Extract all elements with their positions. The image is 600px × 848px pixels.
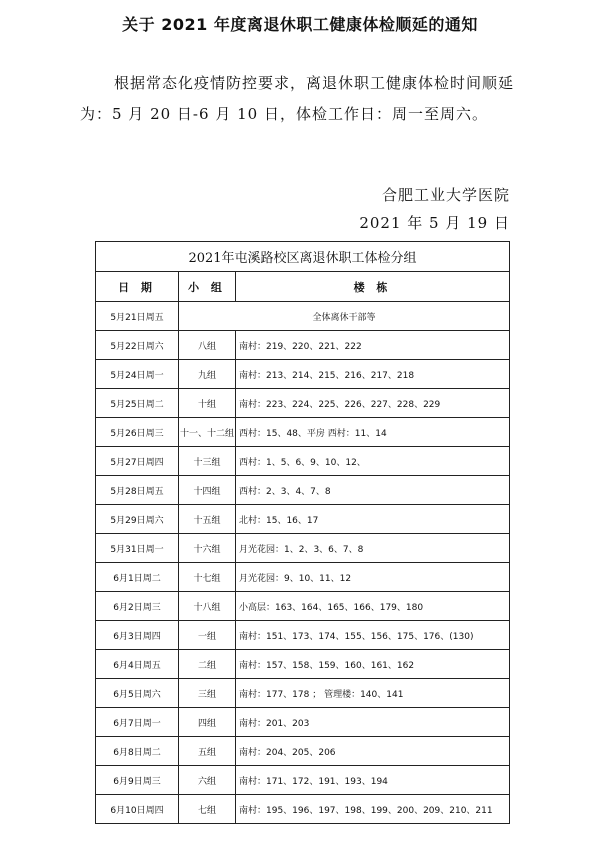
table-row (96, 331, 510, 360)
cell-building: 南村：219、220、221、222 (236, 331, 510, 360)
cell-date: 6月9日周三 (96, 766, 179, 795)
cell-date: 5月21日周五 (96, 302, 179, 331)
cell-group: 九组 (179, 360, 236, 389)
cell-building: 南村：171、172、191、193、194 (236, 766, 510, 795)
cell-building: 月光花园：1、2、3、6、7、8 (236, 534, 510, 563)
cell-group: 十六组 (179, 534, 236, 563)
header-group: 小 组 (179, 272, 236, 302)
table-row (96, 447, 510, 476)
cell-group: 八组 (179, 331, 236, 360)
cell-group: 六组 (179, 766, 236, 795)
cell-date: 5月27日周四 (96, 447, 179, 476)
cell-date: 6月3日周四 (96, 621, 179, 650)
table-row (96, 534, 510, 563)
cell-date: 5月22日周六 (96, 331, 179, 360)
notice-title: 关于 2021 年度离退休职工健康体检顺延的通知 (122, 15, 478, 34)
table-row (96, 563, 510, 592)
cell-date: 5月28日周五 (96, 476, 179, 505)
table-row (96, 360, 510, 389)
signature-date: 2021 年 5 月 19 日 (359, 214, 510, 232)
cell-group: 四组 (179, 708, 236, 737)
cell-date: 5月26日周三 (96, 418, 179, 447)
table-row (96, 795, 510, 824)
cell-group: 十组 (179, 389, 236, 418)
cell-date: 6月10日周四 (96, 795, 179, 824)
cell-building: 南村：157、158、159、160、161、162 (236, 650, 510, 679)
table-row (96, 737, 510, 766)
cell-group: 十一、十二组 (179, 418, 236, 447)
cell-group: 二组 (179, 650, 236, 679)
table-row (96, 592, 510, 621)
table-row (96, 389, 510, 418)
signature-organization: 合肥工业大学医院 (381, 186, 510, 204)
cell-date: 5月24日周一 (96, 360, 179, 389)
table-row (96, 650, 510, 679)
table-row (96, 679, 510, 708)
cell-building: 月光花园：9、10、11、12 (236, 563, 510, 592)
paragraph-text: 根据常态化疫情防控要求，离退休职工健康体检时间顺延为：5 月 20 日-6 月 10 日，体检工作日：周一至周六。 (80, 74, 515, 123)
notice-paragraph (80, 68, 530, 130)
cell-building: 西村：15、48、平房 西村：11、14 (236, 418, 510, 447)
cell-building: 南村：177、178 ； 管理楼：140、141 (236, 679, 510, 708)
schedule-table (95, 241, 510, 824)
cell-group: 十五组 (179, 505, 236, 534)
cell-date: 6月5日周六 (96, 679, 179, 708)
cell-date: 5月25日周二 (96, 389, 179, 418)
cell-group: 十七组 (179, 563, 236, 592)
cell-date: 6月7日周一 (96, 708, 179, 737)
cell-note: 全体离休干部等 (179, 302, 510, 331)
header-building: 楼 栋 (236, 272, 510, 302)
table-caption-row (96, 242, 510, 272)
table-caption: 2021年屯溪路校区离退休职工体检分组 (96, 242, 510, 272)
cell-date: 6月1日周二 (96, 563, 179, 592)
cell-group: 五组 (179, 737, 236, 766)
cell-group: 十八组 (179, 592, 236, 621)
table-row (96, 505, 510, 534)
cell-building: 西村：2、3、4、7、8 (236, 476, 510, 505)
cell-date: 6月2日周三 (96, 592, 179, 621)
cell-group: 十三组 (179, 447, 236, 476)
table-row (96, 708, 510, 737)
table-row (96, 418, 510, 447)
cell-date: 5月29日周六 (96, 505, 179, 534)
cell-building: 西村：1、5、6、9、10、12、 (236, 447, 510, 476)
table-row (96, 766, 510, 795)
table-header-row (96, 272, 510, 302)
cell-building: 北村：15、16、17 (236, 505, 510, 534)
cell-group: 十四组 (179, 476, 236, 505)
cell-group: 七组 (179, 795, 236, 824)
cell-building: 南村：213、214、215、216、217、218 (236, 360, 510, 389)
cell-building: 南村：223、224、225、226、227、228、229 (236, 389, 510, 418)
cell-group: 三组 (179, 679, 236, 708)
table-row (96, 476, 510, 505)
cell-group: 一组 (179, 621, 236, 650)
cell-building: 南村：201、203 (236, 708, 510, 737)
header-date: 日 期 (96, 272, 179, 302)
cell-date: 5月31日周一 (96, 534, 179, 563)
table-row (96, 621, 510, 650)
cell-date: 6月4日周五 (96, 650, 179, 679)
table-row-first (96, 302, 510, 331)
cell-building: 南村：151、173、174、155、156、175、176、(130) (236, 621, 510, 650)
cell-date: 6月8日周二 (96, 737, 179, 766)
cell-building: 南村：204、205、206 (236, 737, 510, 766)
cell-building: 小高层：163、164、165、166、179、180 (236, 592, 510, 621)
cell-building: 南村：195、196、197、198、199、200、209、210、211 (236, 795, 510, 824)
